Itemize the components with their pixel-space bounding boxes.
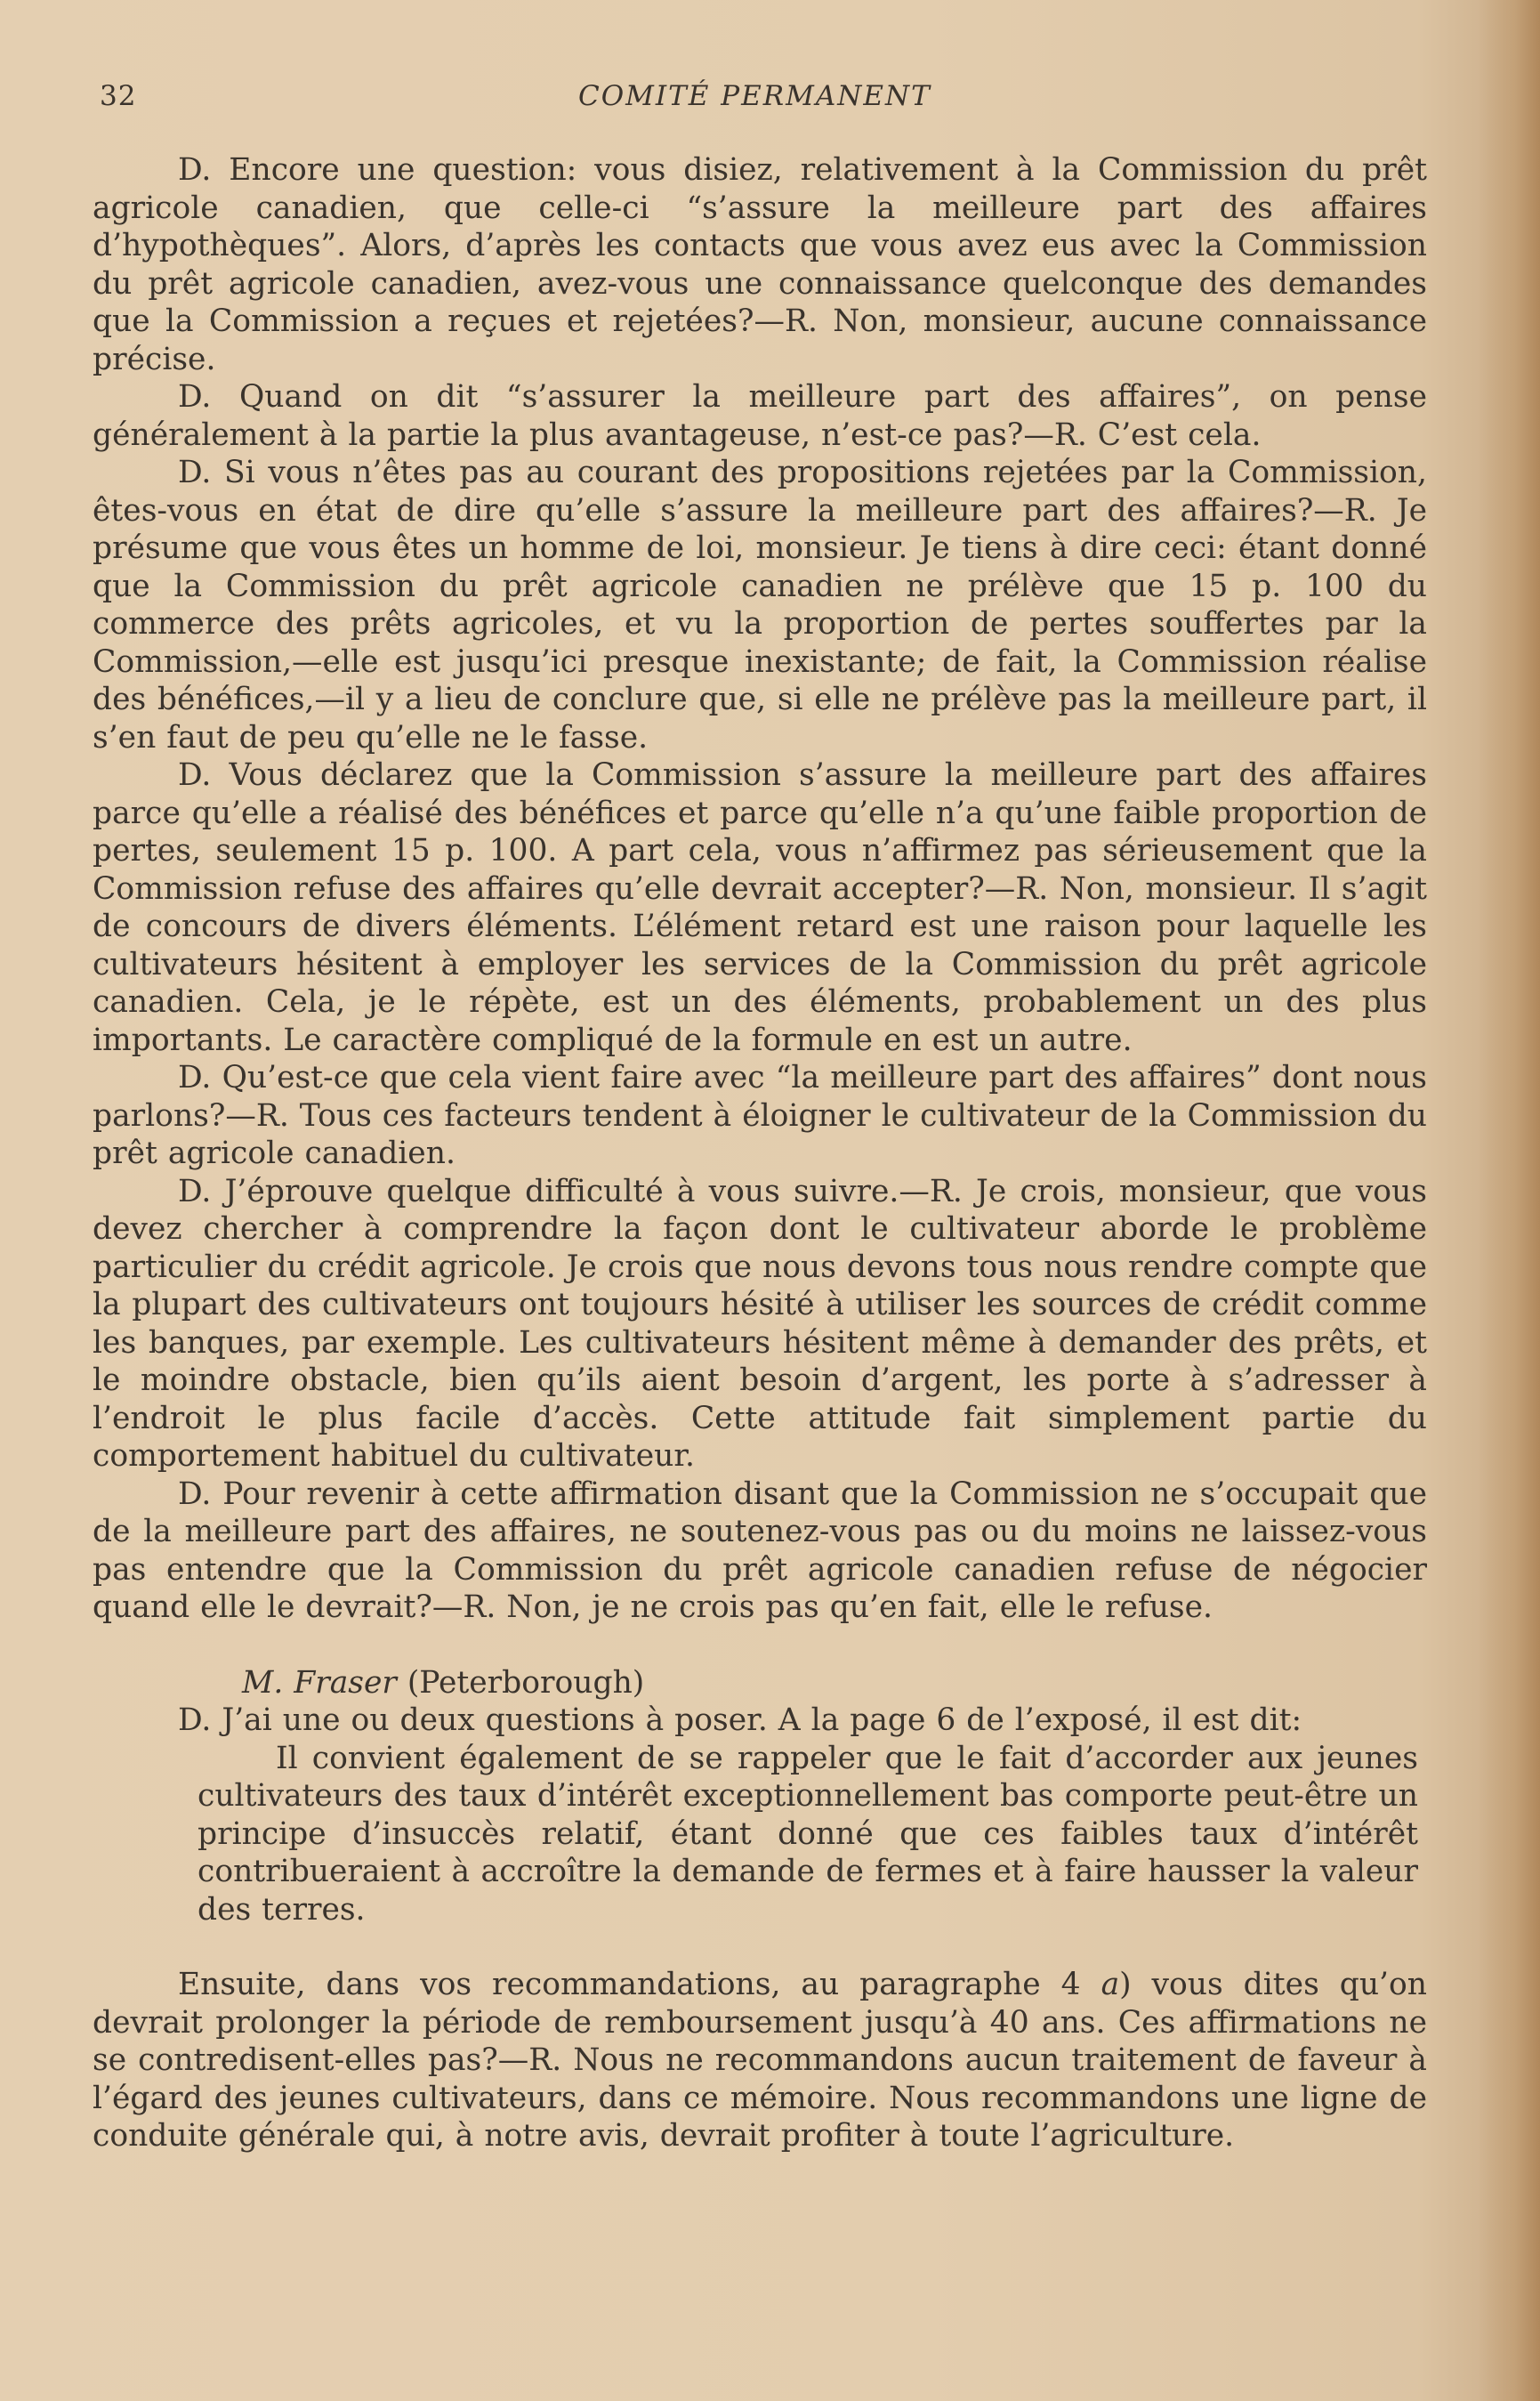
speaker-name: M. Fraser xyxy=(242,1664,397,1701)
closing-italic-letter: a xyxy=(1101,1967,1120,2002)
closing-text-start: Ensuite, dans vos recommandations, au paragraphe 4 xyxy=(178,1967,1101,2002)
page-body xyxy=(93,151,1427,2155)
paragraph: D. Qu’est-ce que cela vient faire avec “la meilleure part des affaires” dont nous parlons?—R. Tous ces facteurs tendent à éloigner le cultivateur de la Commission du prêt agricole canadien. xyxy=(93,1060,1427,1171)
speaker-riding: (Peterborough) xyxy=(407,1664,645,1701)
paragraph: D. Encore une question: vous disiez, relativement à la Commission du prêt agricole canadien, que celle-ci “s’assure la meilleure part des affaires d’hypothèques”. Alors, d’après les contacts que vous avez eus avec la Commission du prêt agricole canadien, avez-vous une connaissance quelconque des demandes que la Commission a reçues et rejetées?—R. Non, monsieur, aucune connaissance précise. xyxy=(93,152,1427,377)
paragraph: D. Quand on dit “s’assurer la meilleure part des affaires”, on pense généralement à la partie la plus avantageuse, n’est-ce pas?—R. C’est cela. xyxy=(93,379,1427,453)
page-header xyxy=(100,80,1434,125)
page-edge-shadow xyxy=(1478,0,1540,2401)
paragraph: D. J’éprouve quelque difficulté à vous suivre.—R. Je crois, monsieur, que vous devez chercher à comprendre la façon dont le cultivateur aborde le problème particulier du crédit agricole. Je crois que nous devons tous nous rendre compte que la plupart des cultivateurs ont toujours hésité à utiliser les sources de crédit comme les banques, par exemple. Les cultivateurs hésitent même à demander des prêts, et le moindre obstacle, bien qu’ils aient besoin d’argent, les porte à s’adresser à l’endroit le plus facile d’accès. Cette attitude fait simplement partie du comportement habituel du cultivateur. xyxy=(93,1173,1427,1474)
running-head: COMITÉ PERMANENT xyxy=(578,80,931,112)
paragraph: D. Vous déclarez que la Commission s’assure la meilleure part des affaires parce qu’elle a réalisé des bénéfices et parce qu’elle n’a qu’une faible proportion de pertes, seulement 15 p. 100. A part cela, vous n’affirmez pas sérieusement que la Commission refuse des affaires qu’elle devrait accepter?—R. Non, monsieur. Il s’agit de concours de divers éléments. L’élément retard est une raison pour laquelle les cultivateurs hésitent à employer les services de la Commission du prêt agricole canadien. Cela, je le répète, est un des éléments, probablement un des plus importants. Le caractère compliqué de la formule en est un autre. xyxy=(93,757,1427,1058)
page-number: 32 xyxy=(100,80,137,112)
closing-paragraph xyxy=(93,1966,1427,2155)
paragraph: D. Pour revenir à cette affirmation disant que la Commission ne s’occupait que de la meilleure part des affaires, ne soutenez-vous pas ou du moins ne laissez-vous pas entendre que la Commission du prêt agricole canadien refuse de négocier quand elle le devrait?—R. Non, je ne crois pas qu’en fait, elle le refuse. xyxy=(93,1475,1427,1625)
speaker-heading xyxy=(93,1664,1427,1702)
block-quote: Il convient également de se rappeler que le fait d’accorder aux jeunes cultivateurs des taux d’intérêt exceptionnellement bas comporte peut-être un principe d’insuccès relatif, étant donné que ces faibles taux d’intérêt contribueraient à accroître la demande de fermes et à faire hausser la valeur des terres. xyxy=(198,1740,1418,1928)
closing-text-end: ) vous dites qu’on devrait prolonger la période de remboursement jusqu’à 40 ans. Ces affirmations ne se contredisent-elles pas?—R. Nous ne recommandons aucun traitement de faveur à l’égard des jeunes cultivateurs, dans ce mémoire. Nous recommandons une ligne de conduite générale qui, à notre avis, devrait profiter à toute l’agriculture. xyxy=(93,1967,1427,2154)
paragraph: D. Si vous n’êtes pas au courant des propositions rejetées par la Commission, êtes-vous en état de dire qu’elle s’assure la meilleure part des affaires?—R. Je présume que vous êtes un homme de loi, monsieur. Je tiens à dire ceci: étant donné que la Commission du prêt agricole canadien ne prélève que 15 p. 100 du commerce des prêts agricoles, et vu la proportion de pertes souffertes par la Commission,—elle est jusqu’ici presque inexistante; de fait, la Commission réalise des bénéfices,—il y a lieu de conclure que, si elle ne prélève pas la meilleure part, il s’en faut de peu qu’elle ne le fasse. xyxy=(93,455,1427,756)
question-intro: D. J’ai une ou deux questions à poser. A la page 6 de l’exposé, il est dit: xyxy=(178,1702,1302,1738)
